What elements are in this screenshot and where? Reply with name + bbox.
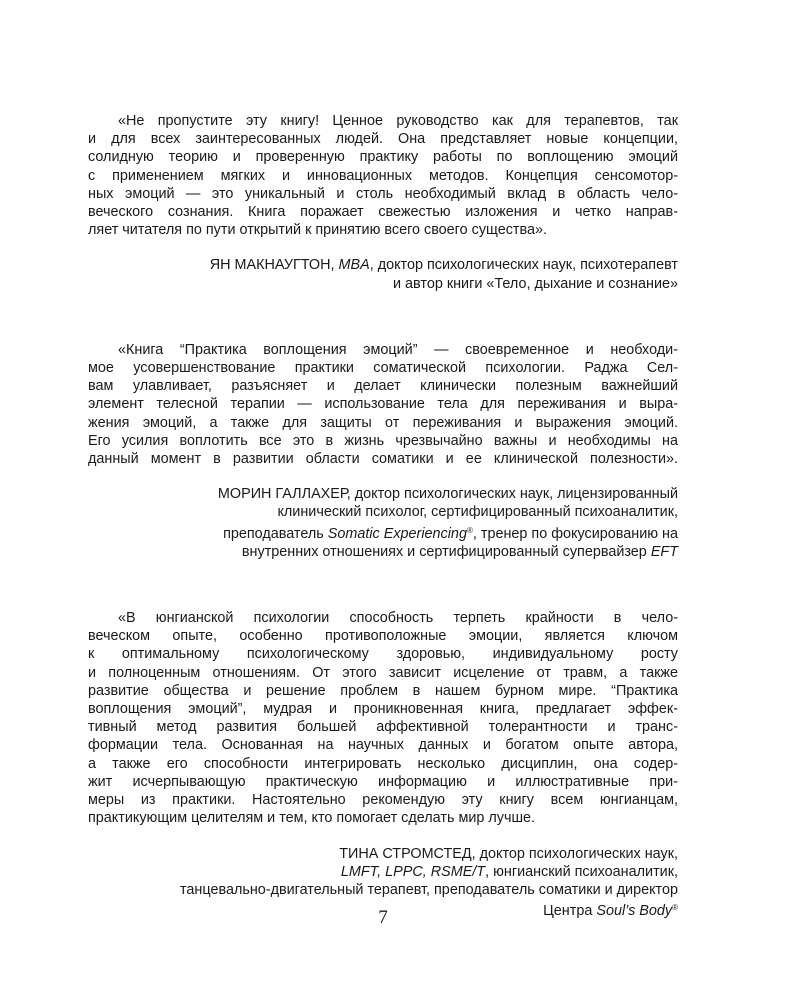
- quote-line: воплощения эмоций”, мудрая и проникновенная книга, предлагает эффек-: [88, 701, 678, 718]
- quote-line: ных эмоций — это уникальный и столь необходимый вклад в область чело-: [88, 185, 678, 202]
- quote-line: мое усовершенствование практики соматической психологии. Раджа Сел-: [88, 360, 678, 377]
- attribution-line: клинический психолог, сертифицированный психоаналитик,: [277, 504, 678, 521]
- attribution-line: LMFT, LPPC, RSME/T, юнгианский психоаналитик,: [340, 863, 678, 880]
- attribution-line: внутренних отношениях и сертифицированный супервайзер EFT: [241, 543, 678, 560]
- quote-line: развитие общества и решение проблем в нашем бурном мире. “Практика: [88, 682, 678, 699]
- attribution-line: Центра Soul’s Body®: [543, 903, 678, 920]
- registered-mark: ®: [672, 903, 678, 913]
- quote-line: с применением мягких и инновационных методов. Концепция сенсомотор-: [88, 167, 678, 184]
- attribution-line: ЯН МАКНАУГТОН, MBA, доктор психологических наук, психотерапевт: [209, 257, 678, 274]
- quote-line: веческого сознания. Книга поражает свежестью изложения и четко направ-: [88, 204, 678, 221]
- quote-line: жит исчерпывающую практическую информацию и иллюстративные при-: [88, 773, 678, 790]
- quote-line: формации тела. Основанная на научных данных и богатом опыте автора,: [88, 737, 678, 754]
- quote-line: элемент телесной терапии — использование тела для переживания и выра-: [88, 396, 678, 413]
- quote-line: и полноценным отношениям. От этого зависит исцеление от травм, а также: [88, 664, 678, 681]
- quote-line: меры из практики. Настоятельно рекомендую эту книгу всем юнгианцам,: [88, 792, 678, 809]
- attribution-line: преподаватель Somatic Experiencing®, тренер по фокусированию на: [223, 525, 678, 542]
- attribution-line: ТИНА СТРОМСТЕД, доктор психологических наук,: [339, 845, 678, 862]
- quote-text: [88, 609, 678, 827]
- quote-line: «Книга “Практика воплощения эмоций” — своевременное и необходи-: [118, 341, 678, 358]
- quote-line: веческом опыте, особенно противоположные эмоции, является ключом: [88, 628, 678, 645]
- quote-line: вам улавливает, разъясняет и делает клинически полезным важнейший: [88, 378, 678, 395]
- quote-line: ляет читателя по пути открытий к принятию всего своего существа».: [88, 222, 547, 239]
- page-content: [88, 112, 678, 920]
- attribution: [88, 485, 678, 561]
- page-number: 7: [378, 907, 388, 928]
- testimonial-3: [88, 609, 678, 920]
- attribution: [88, 256, 678, 292]
- testimonial-2: [88, 341, 678, 561]
- quote-line: и для всех заинтересованных людей. Она представляет новые концепции,: [88, 131, 678, 148]
- quote-line: а также его способности интегрировать несколько дисциплин, она содер-: [88, 755, 678, 772]
- quote-line: практикующим целителям и тем, кто помогает сделать мир лучше.: [88, 810, 536, 827]
- quote-line: тивный метод развития большей аффективной толерантности и транс-: [88, 719, 678, 736]
- quote-line: Его усилия воплотить все это в жизнь чрезвычайно важны и необходимы на: [88, 432, 678, 449]
- quote-line: «В юнгианской психологии способность терпеть крайности в чело-: [118, 610, 678, 627]
- attribution-line: танцевально-двигательный терапевт, преподаватель соматики и директор: [180, 881, 678, 898]
- testimonial-1: [88, 112, 678, 293]
- quote-text: [88, 112, 678, 239]
- attribution-line: и автор книги «Тело, дыхание и сознание»: [393, 275, 678, 292]
- quote-line: к оптимальному психологическому здоровью, индивидуальному росту: [88, 646, 678, 663]
- attribution-line: МОРИН ГАЛЛАХЕР, доктор психологических наук, лицензированный: [217, 486, 678, 503]
- quote-text: [88, 341, 678, 468]
- quote-line: солидную теорию и проверенную практику работы по воплощению эмоций: [88, 149, 678, 166]
- quote-line: данный момент в развитии области соматики и ее клинической полезности».: [88, 451, 678, 468]
- quote-line: «Не пропустите эту книгу! Ценное руководство как для терапевтов, так: [118, 113, 678, 129]
- registered-mark: ®: [466, 525, 473, 535]
- quote-line: жения эмоций, а также для защиты от переживания и выражения эмоций.: [88, 414, 678, 431]
